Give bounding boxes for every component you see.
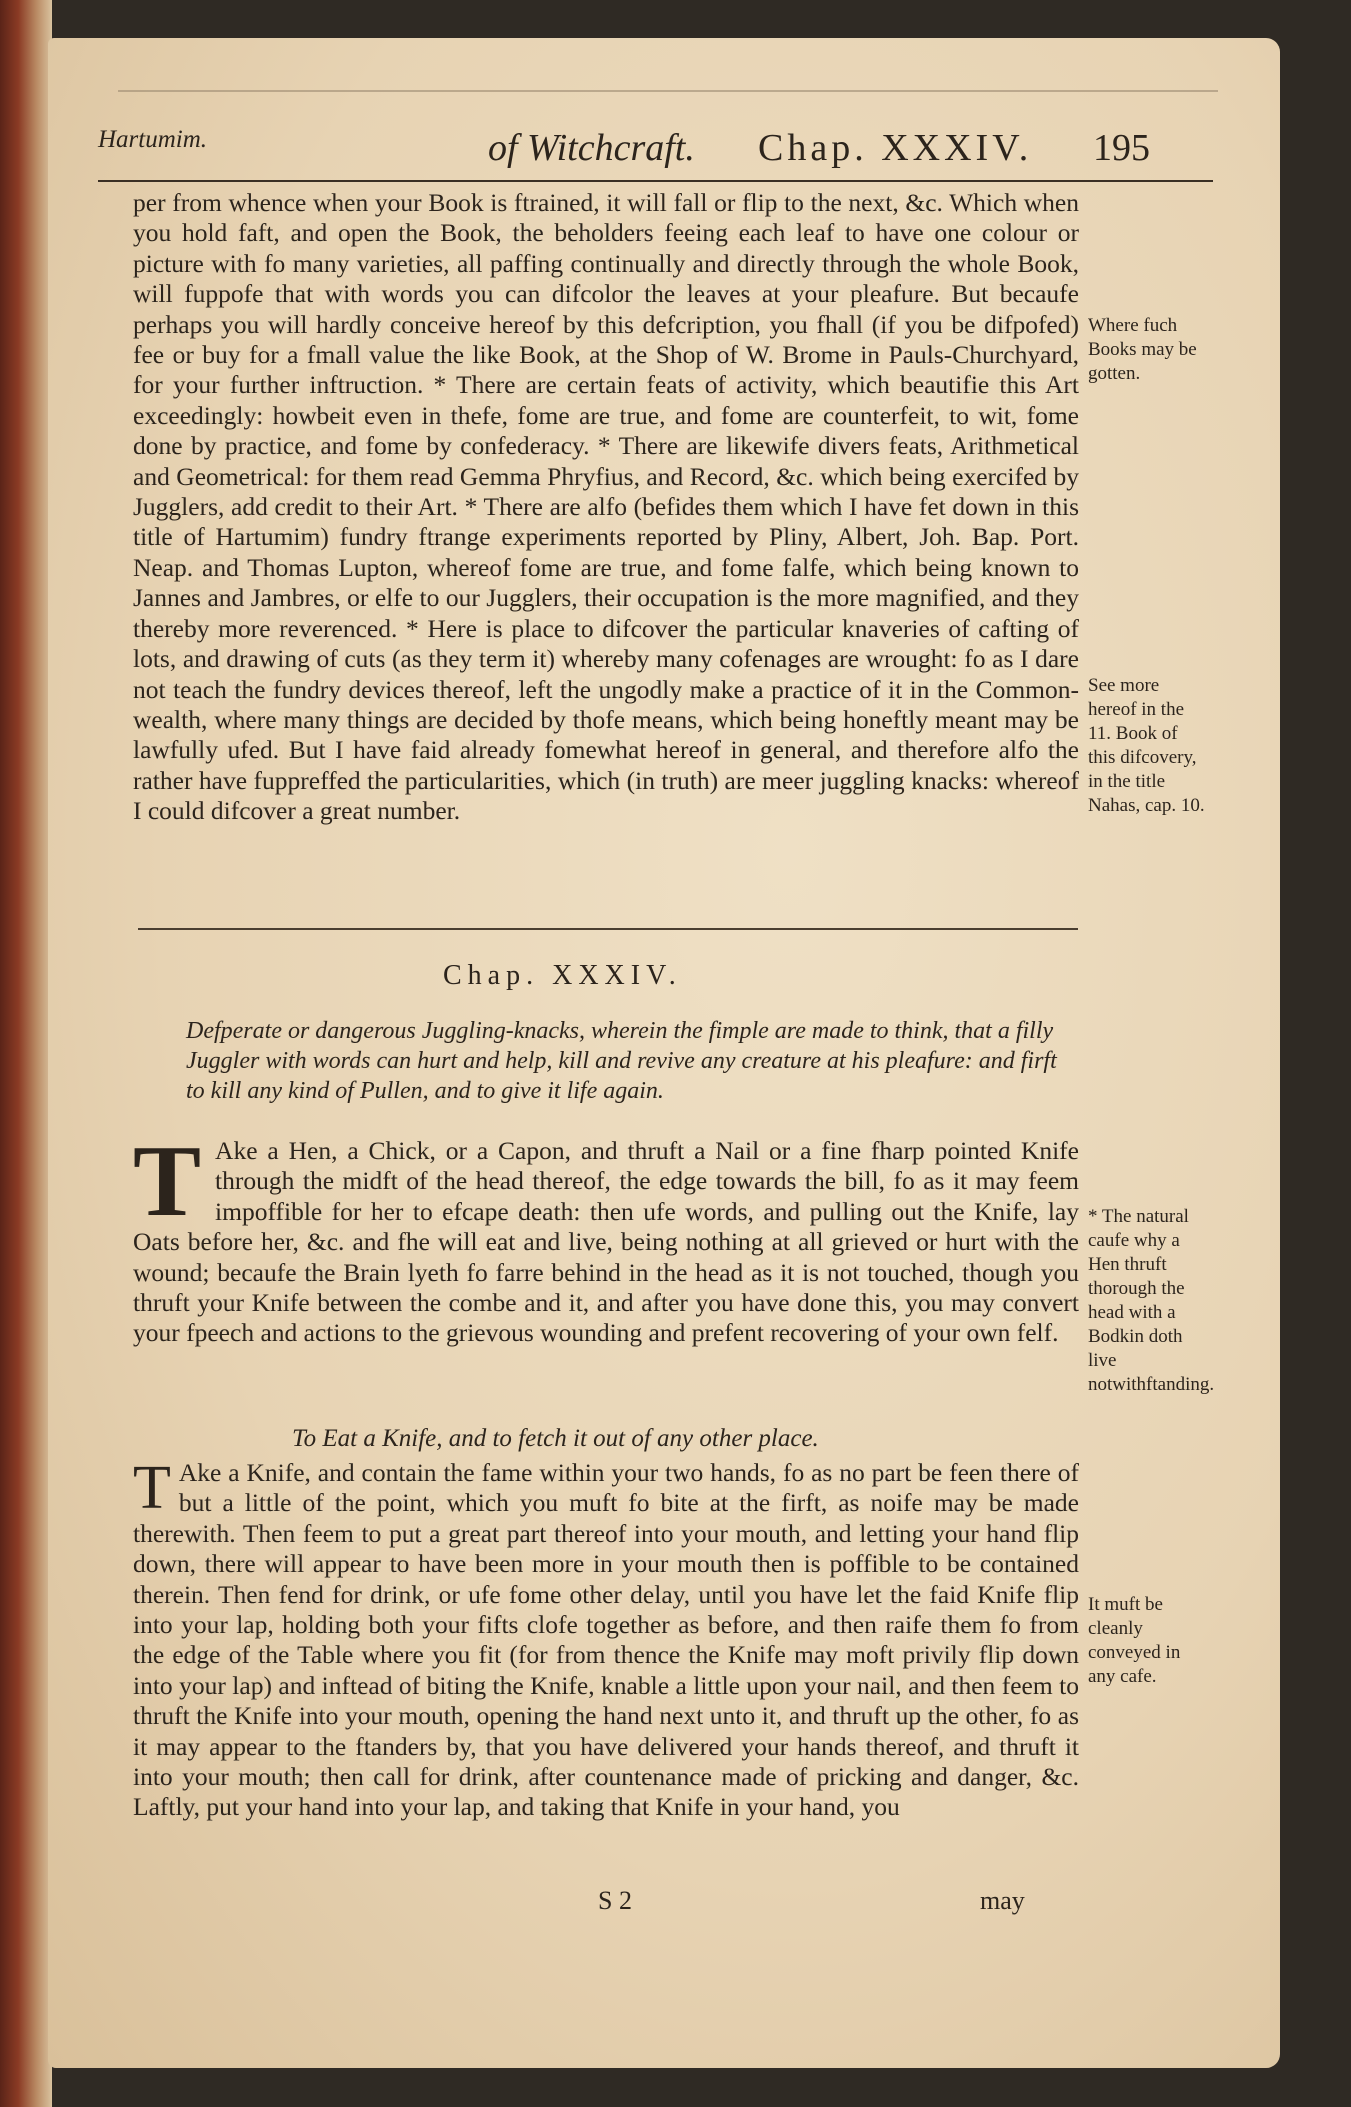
top-border-line — [118, 90, 1218, 92]
book-page — [48, 38, 1280, 2068]
paragraph-continued: per from whence when your Book is ftrained, it will fall or flip to the next, &c. Which when you hold faft, and open the Book, the beholders feeing each leaf to have one colour or picture with fo many varieties, all paffing continually and directly through the whole Book, will fuppofe that with words you can difcolor the leaves at your pleafure. But becaufe perhaps you will hardly conceive hereof by this defcription, you fhall (if you be difpofed) fee or buy for a fmall value the like Book, at the Shop of W. Brome in Pauls-Churchyard, for your further inftruction. * There are certain feats of activity, which beautifie this Art exceedingly: howbeit even in thefe, fome are true, and fome are counterfeit, to wit, fome done by practice, and fome by confederacy. * There are likewife divers feats, Arithmetical and Geometrical: for them read Gemma Phryfius, and Record, &c. which being exercifed by Jugglers, add credit to their Art. * There are alfo (befides them which I have fet down in this title of Hartumim) fundry ftrange experiments reported by Pliny, Albert, Joh. Bap. Port. Neap. and Thomas Lupton, whereof fome are true, and fome falfe, which being known to Jannes and Jambres, or elfe to our Jugglers, their occupation is the more magnified, and they thereby more reverenced. * Here is place to difcover the particular knaveries of cafting of lots, and drawing of cuts (as they term it) whereby many cofenages are wrought: fo as I dare not teach the fundry devices thereof, left the ungodly make a practice of it in the Common-wealth, where many things are decided by thofe means, which being honeftly meant may be lawfully ufed. But I have faid already fomewhat hereof in general, and therefore alfo the rather have fuppreffed the particularities, which (in truth) are meer juggling knacks: whereof I could difcover a great number. — [133, 188, 1079, 826]
book-binding — [0, 0, 52, 2107]
running-head-chapter: Chap. XXXIV. — [758, 127, 1033, 169]
page-number: 195 — [1093, 127, 1150, 169]
paragraph-hen-text: Ake a Hen, a Chick, or a Capon, and thruft a Nail or a fine fharp pointed Knife through the midft of the head thereof, the edge towards the bill, fo as it may feem impoffible for her to efcape death: then ufe words, and pulling out the Knife, lay Oats before her, &c. and fhe will eat and live, being nothing at all grieved or hurt with the wound; becaufe the Brain lyeth fo farre behind in the head as it is not touched, though you thruft your Knife between the combe and it, and after you have done this, you may convert your fpeech and actions to the grievous wounding and prefent recovering of your own felf. — [133, 1136, 1079, 1348]
paragraph-knife-text: Ake a Knife, and contain the fame within your two hands, fo as no part be feen there of but a little of the point, which you muft fo bite at the firft, as noife may be made therewith. Then feem to put a great part thereof into your mouth, and letting your hand flip down, there will appear to have been more in your mouth then is poffible to be contained therein. Then fend for drink, or ufe fome other delay, until you have let the faid Knife flip into your lap, holding both your fifts clofe together as before, and then raife them fo from the edge of the Table where you fit (for from thence the Knife may moft privily flip down into your lap) and inftead of biting the Knife, knable a little upon your nail, and then feem to thruft the Knife into your mouth, opening the hand next unto it, and thruft up the other, fo as it may appear to the ftanders by, that you have delivered your hands thereof, and thruft it into your mouth; then call for drink, after countenance made of pricking and danger, &c. Laftly, put your hand into your lap, and taking that Knife in your hand, you — [133, 1458, 1079, 1822]
drop-cap: T — [133, 1125, 202, 1238]
running-head-left: Hartumim. — [98, 126, 208, 153]
drop-cap: T — [133, 1454, 171, 1522]
section-divider — [138, 928, 1078, 930]
margin-note: Where fuch Books may be gotten. — [1088, 315, 1197, 384]
margin-note: * The natural caufe why a Hen thruft thorough the head with a Bodkin doth live notwithftanding. — [1088, 1206, 1215, 1395]
paragraph-hen — [133, 1125, 1079, 1349]
signature-mark: S 2 — [598, 1886, 632, 1915]
header-rule — [98, 180, 1213, 182]
chapter-heading: Chap. XXXIV. — [443, 960, 682, 991]
margin-note: It muft be cleanly conveyed in any cafe. — [1088, 1594, 1181, 1687]
paragraph-knife — [133, 1454, 1079, 1823]
subheading: To Eat a Knife, and to fetch it out of any other place. — [292, 1425, 819, 1452]
catchword: may — [980, 1886, 1025, 1915]
margin-note: See more hereof in the 11. Book of this difcovery, in the title Nahas, cap. 10. — [1088, 675, 1205, 816]
chapter-title: Defperate or dangerous Juggling-knacks, wherein the fimple are made to think, that a filly Juggler with words can hurt and help, kill and revive any creature at his pleafure: and firft to kill any kind of Pullen, and to give it life again. — [186, 1018, 1057, 1104]
running-head-title: of Witchcraft. — [488, 127, 695, 169]
